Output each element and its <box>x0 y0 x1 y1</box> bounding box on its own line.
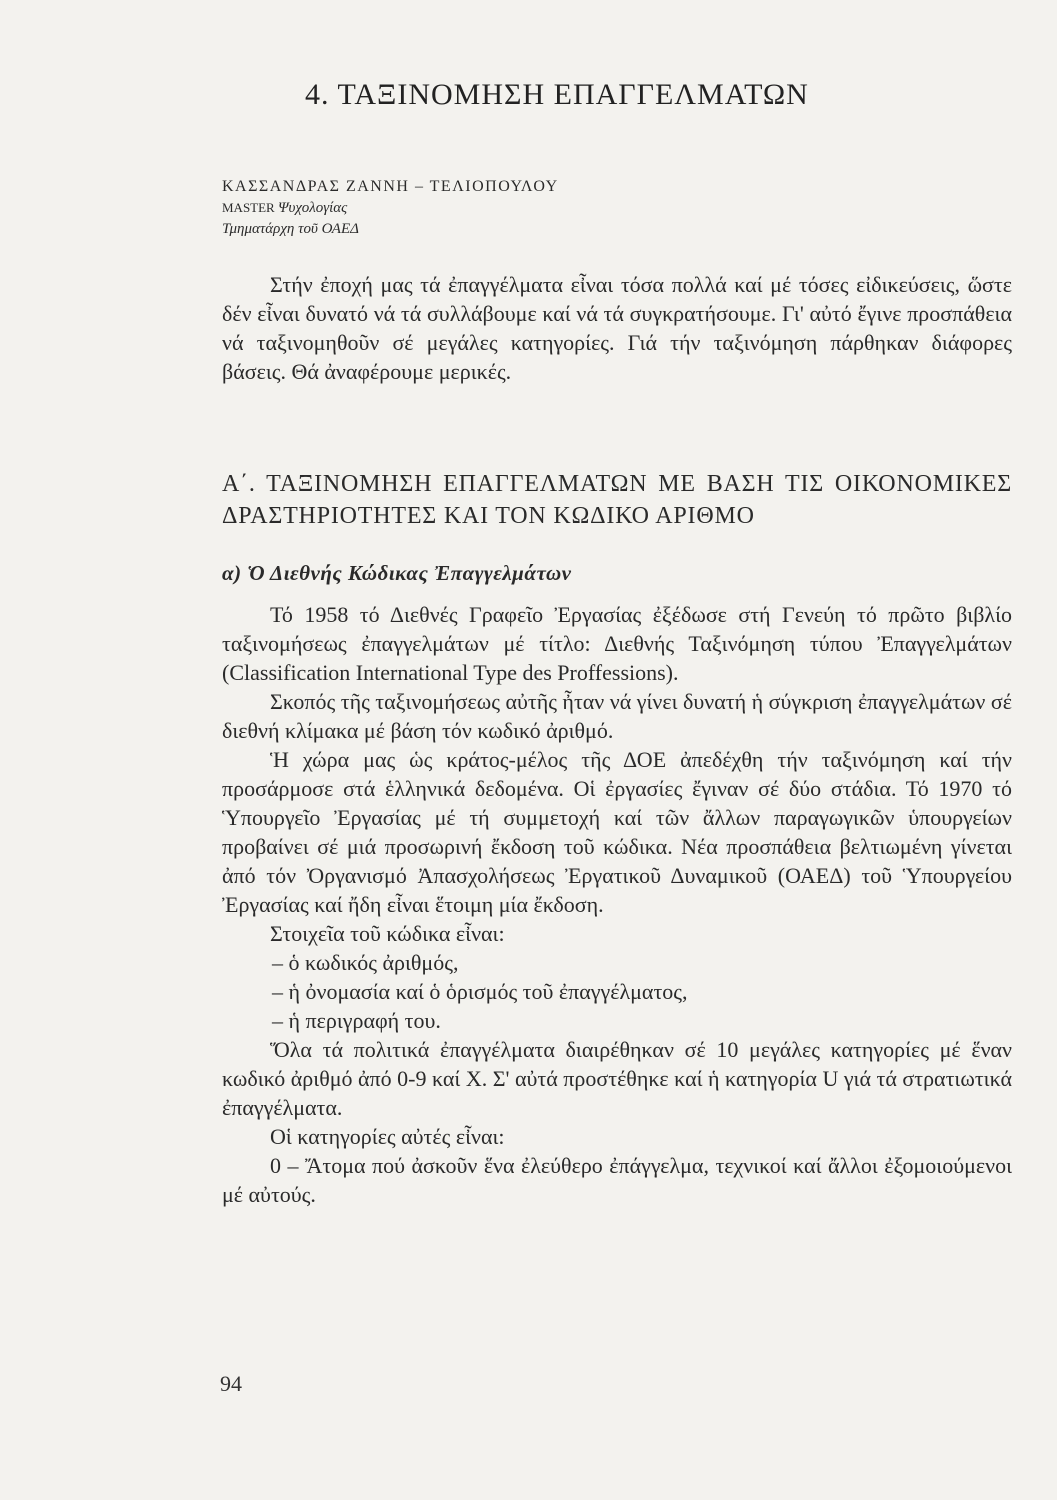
paragraph: 0 – Ἄτομα πού ἀσκοῦν ἕνα ἐλεύθερο ἐπάγγελμα, τεχνικοί καί ἄλλοι ἐξομοιούμενοι μέ αὐτούς. <box>222 1153 1012 1207</box>
paragraph: Ἡ χώρα μας ὡς κράτος-μέλος τῆς ΔΟΕ ἀπεδέχθη τήν ταξινόμηση καί τήν προσάρμοσε στά ἑλληνικά δεδομένα. Οἱ ἐργασίες ἔγιναν σέ δύο στάδια. Τό 1970 τό Ὑπουργεῖο Ἐργασίας μέ τή συμμετοχή καί τῶν ἄλλων παραγωγικῶν ὑπουργείων προβαίνει σέ μιά προσωρινή ἔκδοση τοῦ κώδικα. Νέα προσπάθεια βελτιωμένη γίνεται ἀπό τόν Ὀργανισμό Ἀπασχολήσεως Ἐργατικοῦ Δυναμικοῦ (ΟΑΕΔ) τοῦ Ὑπουργείου Ἐργασίας καί ἤδη εἶναι ἕτοιμη μία ἔκδοση. <box>222 747 1012 917</box>
main-text <box>222 600 1012 1209</box>
author-name: ΚΑΣΣΑΝΔΡΑΣ ΖΑΝΝΗ – ΤΕΛΙΟΠΟΥΛΟΥ <box>222 178 559 195</box>
author-block <box>222 176 559 240</box>
author-role: Τμηματάρχη τοῦ ΟΑΕΔ <box>222 221 359 237</box>
section-heading: Α΄. ΤΑΞΙΝΟΜΗΣΗ ΕΠΑΓΓΕΛΜΑΤΩΝ ΜΕ ΒΑΣΗ ΤΙΣ ΟΙΚΟΝΟΜΙΚΕΣ ΔΡΑΣΤΗΡΙΟΤΗΤΕΣ ΚΑΙ ΤΟΝ ΚΩΔΙΚΟ ΑΡΙΘΜΟ <box>222 471 1012 529</box>
list-item: – ὁ κωδικός ἀριθμός, <box>272 950 459 975</box>
paragraph: Τό 1958 τό Διεθνές Γραφεῖο Ἐργασίας ἐξέδωσε στή Γενεύη τό πρῶτο βιβλίο ταξινομήσεως ἐπαγγελμάτων μέ τίτλο: Διεθνής Ταξινόμηση τύπου Ἐπαγγελμάτων (Classification International Type des Proffessions). <box>222 602 1012 685</box>
author-degree-prefix: MASTER <box>222 200 275 215</box>
paragraph: Σκοπός τῆς ταξινομήσεως αὐτῆς ἦταν νά γίνει δυνατή ἡ σύγκριση ἐπαγγελμάτων σέ διεθνή κλίμακα μέ βάση τόν κωδικό ἀριθμό. <box>222 689 1012 743</box>
chapter-title: 4. ΤΑΞΙΝΟΜΗΣΗ ΕΠΑΓΓΕΛΜΑΤΩΝ <box>305 78 809 111</box>
intro-paragraph: Στήν ἐποχή μας τά ἐπαγγέλματα εἶναι τόσα πολλά καί μέ τόσες εἰδικεύσεις, ὥστε δέν εἶναι δυνατό νά τά συλλάβουμε καί νά τά συγκρατήσουμε. Γι' αὐτό ἔγινε προσπάθεια νά ταξινομηθοῦν σέ μεγάλες κατηγορίες. Γιά τήν ταξινόμηση πάρθηκαν διάφορες βάσεις. Θά ἀναφέρουμε μερικές. <box>222 272 1012 384</box>
page-number: 94 <box>220 1371 242 1396</box>
author-degree <box>222 197 559 219</box>
list-item: – ἡ ὀνομασία καί ὁ ὁρισμός τοῦ ἐπαγγέλματος, <box>272 979 688 1004</box>
sub-heading: α) Ὁ Διεθνής Κώδικας Ἐπαγγελμάτων <box>222 561 572 585</box>
intro-section <box>222 270 1012 386</box>
list-item: – ἡ περιγραφή του. <box>272 1008 441 1033</box>
paragraph: Οἱ κατηγορίες αὐτές εἶναι: <box>270 1124 505 1149</box>
paragraph: Στοιχεῖα τοῦ κώδικα εἶναι: <box>270 921 505 946</box>
author-degree-field: Ψυχολογίας <box>277 200 348 216</box>
paragraph: Ὅλα τά πολιτικά ἐπαγγέλματα διαιρέθηκαν σέ 10 μεγάλες κατηγορίες μέ ἕναν κωδικό ἀριθμό ἀπό 0-9 καί Χ. Σ' αὐτά προστέθηκε καί ἡ κατηγορία U γιά τά στρατιωτικά ἐπαγγέλματα. <box>222 1037 1012 1120</box>
code-elements-list <box>222 948 1012 1035</box>
